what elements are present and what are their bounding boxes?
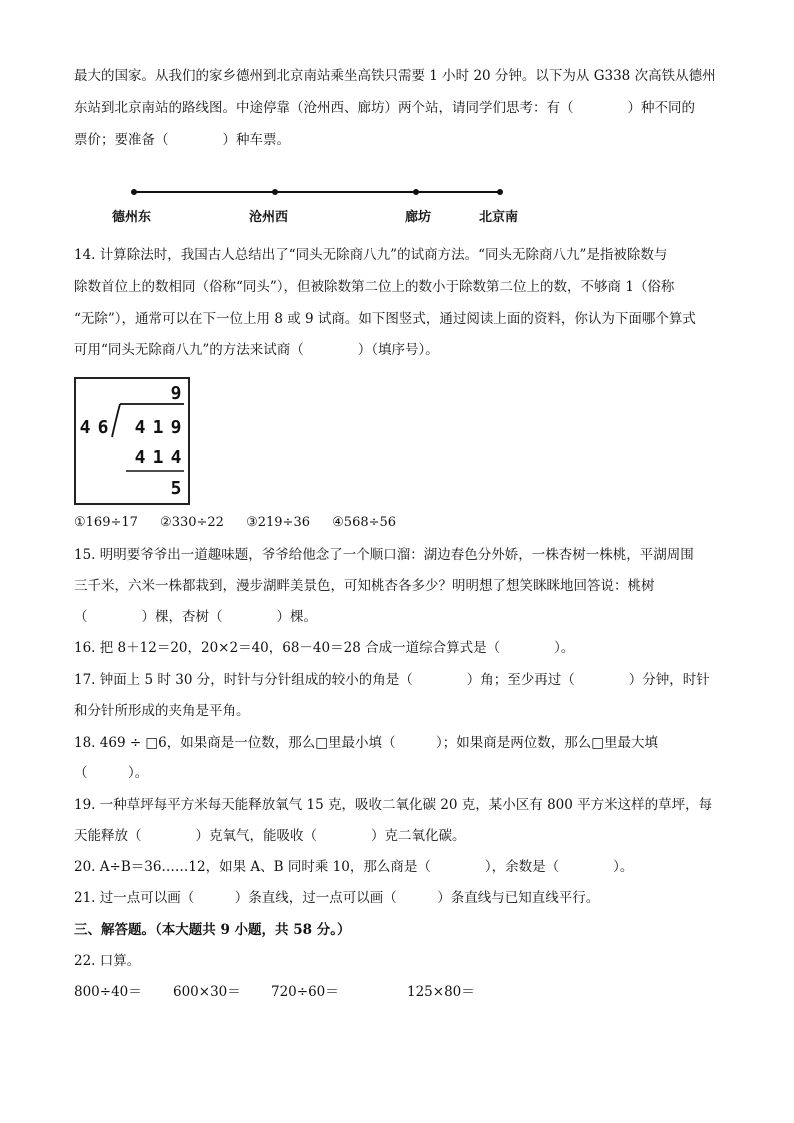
section-3-heading: 三、解答题。（本大题共 9 小题，共 58 分。） xyxy=(74,922,351,938)
q13-line-1: 最大的国家。从我们的家乡德州到北京南站乘坐高铁只需要 1 小时 20 分钟。以下为从 G338 次高铁从德州 xyxy=(74,68,716,84)
remainder-digit: 5 xyxy=(170,478,182,499)
station-dot-cangzhouxi xyxy=(272,189,278,195)
option-2: ②330÷22 xyxy=(160,515,224,530)
q14-options xyxy=(74,513,414,533)
q18-line-2: （ ）。 xyxy=(74,765,149,781)
q17-line-1: 17. 钟面上 5 时 30 分，时针与分针组成的较小的角是（ ）角；至少再过（ ）分钟，时针 xyxy=(74,672,710,688)
option-4: ④568÷56 xyxy=(332,515,397,530)
q19-line-1: 19. 一种草坪每平方米每天能释放氧气 15 克，吸收二氧化碳 20 克，某小区有 800 平方米这样的草坪，每 xyxy=(74,797,713,813)
calc-item: 720÷60＝ xyxy=(271,984,339,1000)
q17-line-2: 和分针所形成的夹角是平角。 xyxy=(74,703,250,719)
q15-line-3: （ ）棵，杏树（ ）棵。 xyxy=(74,609,317,625)
q20-line: 20. A÷B＝36……12，如果 A、B 同时乘 10，那么商是（ ），余数是（ ）。 xyxy=(74,859,634,875)
calc-item: 125×80＝ xyxy=(407,984,475,1000)
divisor-digit: 6 xyxy=(97,417,109,438)
q14-line-1: 14. 计算除法时，我国古人总结出了“同头无除商八九”的试商方法。“同头无除商八九”是指被除数与 xyxy=(74,247,668,263)
q18-line-1: 18. 469 ÷ □6，如果商是一位数，那么□里最小填（ ）；如果商是两位数，那么□里最大填 xyxy=(74,735,659,751)
q14-line-2: 除数首位上的数相同（俗称“同头”），但被除数第二位上的数小于除数第二位上的数，不够商 1（俗称 xyxy=(74,279,675,295)
station-label: 北京南 xyxy=(479,210,519,225)
dividend-digit: 4 xyxy=(134,417,146,438)
q16-line: 16. 把 8＋12＝20，20×2＝40，68－40＝28 合成一道综合算式是（ ）。 xyxy=(74,640,575,656)
dividend-digit: 1 xyxy=(152,417,164,438)
q19-line-2: 天能释放（ ）克氧气，能吸收（ ）克二氧化碳。 xyxy=(74,828,466,844)
q14-line-3: “无除”），通常可以在下一位上用 8 或 9 试商。如下图竖式，通过阅读上面的资料，你认为下面哪个算式 xyxy=(74,311,696,327)
product-digit: 4 xyxy=(134,447,146,468)
divisor-digit: 4 xyxy=(79,417,91,438)
calc-item: 800÷40＝ xyxy=(74,984,142,1000)
q13-line-2: 东站到北京南站的路线图。中途停靠（沧州西、廊坊）两个站，请同学们思考：有（ ）种不同的 xyxy=(74,100,695,116)
station-dot-beijingnan xyxy=(497,189,503,195)
station-label: 沧州西 xyxy=(249,210,289,225)
dividend-digit: 9 xyxy=(170,417,182,438)
quotient-digit: 9 xyxy=(170,383,182,404)
product-digit: 1 xyxy=(152,447,164,468)
product-digit: 4 xyxy=(170,447,182,468)
q15-line-2: 三千米，六米一株都栽到，漫步湖畔美景色，可知桃杏各多少？明明想了想笑眯眯地回答说：桃树 xyxy=(74,578,655,594)
calc-item: 600×30＝ xyxy=(173,984,241,1000)
option-3: ③219÷36 xyxy=(246,515,310,530)
q22-title: 22. 口算。 xyxy=(74,953,141,969)
q14-line-4: 可用“同头无除商八九”的方法来试商（ ）（填序号）。 xyxy=(74,342,439,358)
station-dot-langfang xyxy=(413,189,419,195)
q21-line: 21. 过一点可以画（ ）条直线，过一点可以画（ ）条直线与已知直线平行。 xyxy=(74,890,600,906)
station-label: 德州东 xyxy=(112,210,152,225)
long-division-figure xyxy=(74,377,190,505)
option-1: ①169÷17 xyxy=(74,515,138,530)
station-dot-dezhoudong xyxy=(131,189,137,195)
route-diagram xyxy=(110,180,530,230)
q15-line-1: 15. 明明要爷爷出一道趣味题，爷爷给他念了一个顺口溜：湖边春色分外娇，一株杏树一株桃，平湖周围 xyxy=(74,547,694,563)
q13-line-3: 票价；要准备（ ）种车票。 xyxy=(74,132,290,148)
station-label: 廊坊 xyxy=(405,210,432,225)
